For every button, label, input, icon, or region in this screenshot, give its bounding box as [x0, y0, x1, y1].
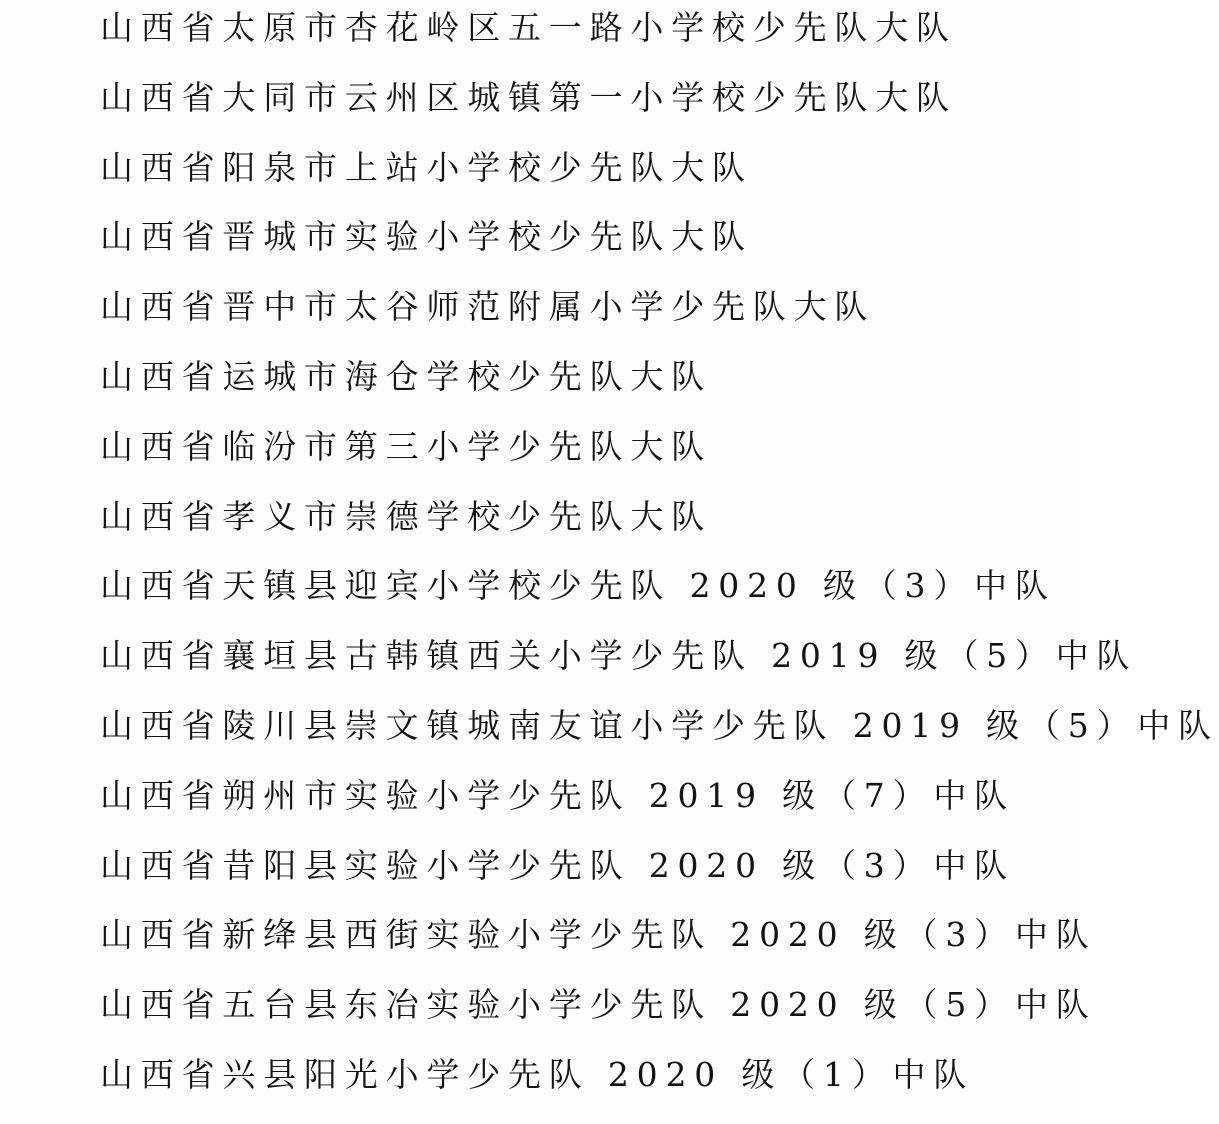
honor-list [100, 0, 1219, 1115]
list-item: 山西省新绛县西街实验小学少先队 2020 级（3）中队 [100, 915, 1097, 955]
list-item: 山西省孝义市崇德学校少先队大队 [100, 496, 712, 536]
list-item: 山西省朔州市实验小学少先队 2019 级（7）中队 [100, 775, 1015, 815]
list-item: 山西省昔阳县实验小学少先队 2020 级（3）中队 [100, 845, 1015, 885]
list-item: 山西省兴县阳光小学少先队 2020 级（1）中队 [100, 1054, 975, 1094]
list-item: 山西省太原市杏花岭区五一路小学校少先队大队 [100, 8, 957, 47]
list-item: 山西省五台县东冶实验小学少先队 2020 级（5）中队 [100, 985, 1097, 1025]
list-item: 山西省晋城市实验小学校少先队大队 [100, 217, 753, 257]
list-item: 山西省天镇县迎宾小学校少先队 2020 级（3）中队 [100, 566, 1056, 606]
list-item: 山西省襄垣县古韩镇西关小学少先队 2019 级（5）中队 [100, 636, 1138, 676]
list-item: 山西省大同市云州区城镇第一小学校少先队大队 [100, 77, 957, 117]
list-item: 山西省阳泉市上站小学校少先队大队 [100, 147, 753, 187]
list-item: 山西省陵川县崇文镇城南友谊小学少先队 2019 级（5）中队 [100, 705, 1219, 745]
list-item: 山西省运城市海仓学校少先队大队 [100, 356, 712, 396]
list-item: 山西省临汾市第三小学少先队大队 [100, 426, 712, 466]
list-item: 山西省晋中市太谷师范附属小学少先队大队 [100, 287, 876, 327]
